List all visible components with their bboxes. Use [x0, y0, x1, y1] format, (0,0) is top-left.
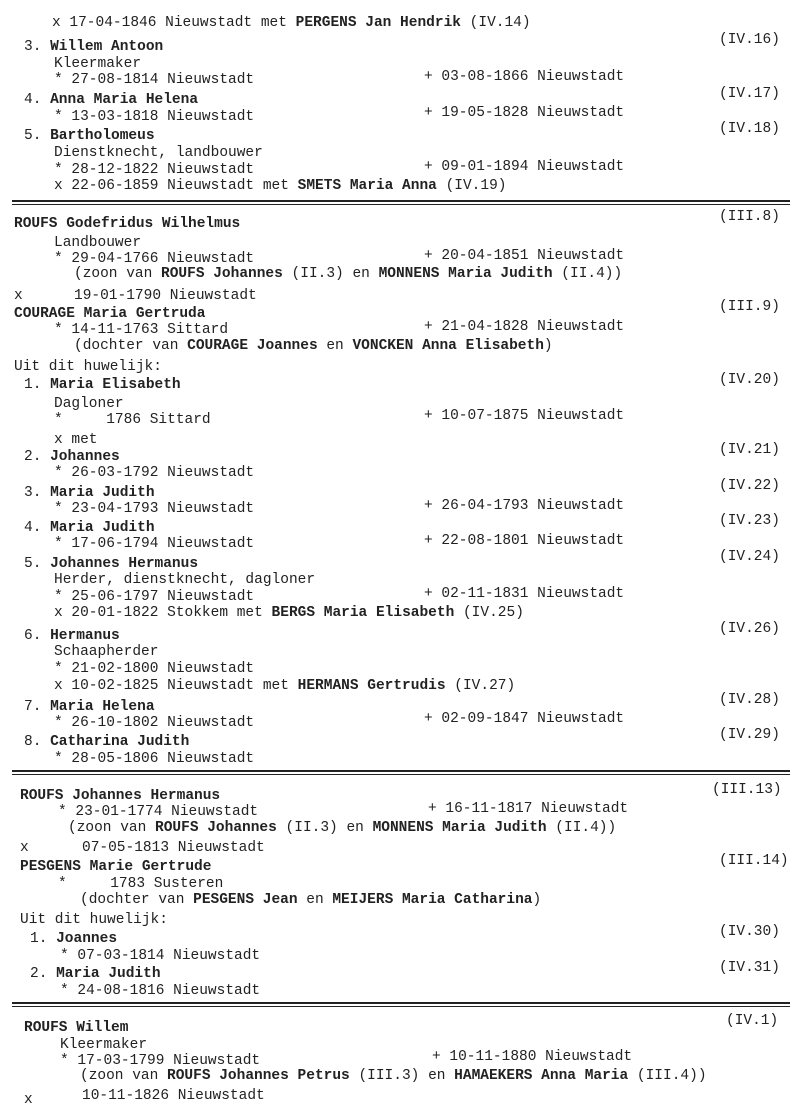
line-text: (IV.1): [726, 1013, 779, 1029]
text-line: [54, 412, 211, 429]
text-line: [54, 589, 254, 606]
line-text: (III.8): [719, 209, 780, 225]
line-text: (II.4)): [552, 266, 623, 282]
line-text: * 24-08-1816 Nieuwstadt: [60, 983, 261, 999]
text-line: [24, 485, 155, 502]
line-text: x: [14, 288, 23, 304]
line-text: * 13-03-1818 Nieuwstadt: [54, 109, 255, 125]
text-line: [54, 432, 98, 449]
line-text: (IV.17): [719, 86, 780, 102]
name-text: Anna Maria Helena: [50, 92, 199, 108]
text-line: [719, 32, 780, 49]
line-text: Uit dit huwelijk:: [20, 912, 168, 928]
line-text: + 02-11-1831 Nieuwstadt: [424, 586, 625, 602]
separator: [12, 204, 790, 205]
name-text: Johannes Hermanus: [50, 556, 199, 572]
line-text: * 21-02-1800 Nieuwstadt: [54, 661, 255, 677]
line-text: * 26-03-1792 Nieuwstadt: [54, 465, 255, 481]
separator: [12, 770, 790, 772]
line-text: (dochter van: [80, 892, 194, 908]
line-text: (IV.21): [719, 442, 780, 458]
line-text: ): [543, 338, 553, 354]
line-text: (II.3) en: [276, 820, 373, 836]
line-text: * 17-03-1799 Nieuwstadt: [60, 1053, 261, 1069]
line-text: (IV.29): [719, 727, 780, 743]
line-text: 3.: [24, 39, 51, 55]
line-text: * 1783 Susteren: [58, 876, 224, 892]
text-line: [719, 209, 780, 226]
text-line: [719, 924, 780, 941]
line-text: * 25-06-1797 Nieuwstadt: [54, 589, 255, 605]
text-line: [719, 692, 780, 709]
line-text: Uit dit huwelijk:: [14, 359, 162, 375]
text-line: [424, 319, 624, 336]
name-text: MEIJERS Maria Catharina: [332, 892, 533, 908]
line-text: * 23-04-1793 Nieuwstadt: [54, 501, 255, 517]
text-line: [54, 178, 507, 195]
line-text: * 17-06-1794 Nieuwstadt: [54, 536, 255, 552]
name-text: MONNENS Maria Judith: [378, 266, 553, 282]
name-text: HAMAEKERS Anna Maria: [454, 1068, 629, 1084]
name-text: Johannes: [50, 449, 120, 465]
name-text: ROUFS Johannes Petrus: [167, 1068, 350, 1084]
text-line: [54, 145, 263, 162]
text-line: [424, 159, 624, 176]
line-text: (IV.26): [719, 621, 780, 637]
text-line: [719, 86, 780, 103]
line-text: * 1786 Sittard: [54, 412, 211, 428]
text-line: [428, 801, 628, 818]
text-line: [719, 621, 780, 638]
line-text: (IV.24): [719, 549, 780, 565]
text-line: [14, 306, 205, 323]
line-text: 5.: [24, 128, 51, 144]
text-line: [60, 983, 260, 1000]
line-text: 10-11-1826 Nieuwstadt: [82, 1088, 265, 1104]
line-text: + 19-05-1828 Nieuwstadt: [424, 105, 625, 121]
text-line: [719, 299, 780, 316]
text-line: [719, 478, 780, 495]
text-line: [14, 359, 162, 376]
line-text: en: [317, 338, 353, 354]
line-text: * 23-01-1774 Nieuwstadt: [58, 804, 259, 820]
text-line: [24, 39, 163, 56]
text-line: [24, 449, 120, 466]
line-text: (IV.30): [719, 924, 780, 940]
text-line: [24, 1020, 128, 1037]
line-text: Dienstknecht, landbouwer: [54, 145, 263, 161]
line-text: * 14-11-1763 Sittard: [54, 322, 229, 338]
line-text: (IV.22): [719, 478, 780, 494]
text-line: [60, 948, 260, 965]
text-line: [24, 734, 189, 751]
line-text: (IV.19): [436, 178, 507, 194]
name-text: Maria Helena: [50, 699, 155, 715]
text-line: [14, 288, 23, 305]
name-text: PERGENS Jan Hendrik: [295, 15, 461, 31]
text-line: [424, 711, 624, 728]
name-text: Maria Judith: [50, 485, 155, 501]
line-text: + 20-04-1851 Nieuwstadt: [424, 248, 625, 264]
name-text: Bartholomeus: [50, 128, 155, 144]
text-line: [54, 162, 254, 179]
text-line: [24, 1092, 33, 1109]
text-line: [424, 498, 624, 515]
line-text: (IV.14): [460, 15, 531, 31]
line-text: 2.: [24, 449, 51, 465]
line-text: + 09-01-1894 Nieuwstadt: [424, 159, 625, 175]
line-text: 5.: [24, 556, 51, 572]
text-line: [54, 235, 141, 252]
name-text: Maria Judith: [56, 966, 161, 982]
line-text: x: [24, 1092, 33, 1108]
line-text: + 02-09-1847 Nieuwstadt: [424, 711, 625, 727]
text-line: [80, 892, 541, 909]
line-text: (IV.27): [445, 678, 516, 694]
line-text: Schaapherder: [54, 644, 159, 660]
text-line: [82, 840, 265, 857]
text-line: [712, 782, 782, 799]
line-text: (zoon van: [74, 266, 162, 282]
line-text: + 10-11-1880 Nieuwstadt: [432, 1049, 633, 1065]
text-line: [719, 960, 780, 977]
line-text: (III.3) en: [349, 1068, 455, 1084]
text-line: [719, 121, 780, 138]
line-text: (IV.16): [719, 32, 780, 48]
line-text: 19-01-1790 Nieuwstadt: [74, 288, 257, 304]
text-line: [424, 69, 624, 86]
line-text: (III.4)): [628, 1068, 707, 1084]
text-line: [424, 533, 624, 550]
text-line: [54, 396, 124, 413]
line-text: + 22-08-1801 Nieuwstadt: [424, 533, 625, 549]
line-text: Landbouwer: [54, 235, 142, 251]
text-line: [24, 520, 155, 537]
text-line: [20, 788, 220, 805]
text-line: [719, 853, 789, 870]
text-line: [54, 572, 315, 589]
line-text: (zoon van: [68, 820, 156, 836]
line-text: (IV.20): [719, 372, 780, 388]
text-line: [54, 751, 254, 768]
text-line: [52, 15, 531, 32]
line-text: Kleermaker: [54, 56, 142, 72]
line-text: (II.3) en: [282, 266, 379, 282]
text-line: [54, 56, 141, 73]
line-text: (IV.18): [719, 121, 780, 137]
name-text: SMETS Maria Anna: [297, 178, 437, 194]
text-line: [68, 820, 616, 837]
name-text: Hermanus: [50, 628, 120, 644]
line-text: 1.: [30, 931, 57, 947]
line-text: + 26-04-1793 Nieuwstadt: [424, 498, 625, 514]
name-text: ROUFS Johannes Hermanus: [20, 788, 221, 804]
text-line: [424, 586, 624, 603]
line-text: (IV.23): [719, 513, 780, 529]
line-text: x 22-06-1859 Nieuwstadt met: [54, 178, 298, 194]
text-line: [58, 804, 258, 821]
text-line: [719, 442, 780, 459]
name-text: COURAGE Maria Gertruda: [14, 306, 206, 322]
separator: [12, 774, 790, 775]
line-text: 4.: [24, 520, 51, 536]
text-line: [54, 678, 515, 695]
text-line: [719, 549, 780, 566]
line-text: en: [297, 892, 333, 908]
line-text: * 28-05-1806 Nieuwstadt: [54, 751, 255, 767]
line-text: * 26-10-1802 Nieuwstadt: [54, 715, 255, 731]
name-text: HERMANS Gertrudis: [297, 678, 446, 694]
name-text: PESGENS Jean: [193, 892, 298, 908]
line-text: x: [20, 840, 29, 856]
text-line: [54, 109, 254, 126]
text-line: [54, 661, 254, 678]
text-line: [20, 859, 211, 876]
name-text: Catharina Judith: [50, 734, 190, 750]
name-text: BERGS Maria Elisabeth: [271, 605, 455, 621]
name-text: Joannes: [56, 931, 118, 947]
line-text: 1.: [24, 377, 51, 393]
text-line: [54, 536, 254, 553]
line-text: x 10-02-1825 Nieuwstadt met: [54, 678, 298, 694]
name-text: Willem Antoon: [50, 39, 164, 55]
separator: [12, 1002, 790, 1004]
text-line: [54, 465, 254, 482]
line-text: Herder, dienstknecht, dagloner: [54, 572, 316, 588]
text-line: [74, 288, 257, 305]
name-text: Maria Elisabeth: [50, 377, 181, 393]
line-text: x met: [54, 432, 98, 448]
text-line: [82, 1088, 265, 1105]
text-line: [24, 128, 155, 145]
name-text: Maria Judith: [50, 520, 155, 536]
text-line: [80, 1068, 707, 1085]
text-line: [719, 513, 780, 530]
text-line: [54, 605, 524, 622]
line-text: x 17-04-1846 Nieuwstadt met: [52, 15, 296, 31]
text-line: [726, 1013, 778, 1030]
line-text: (III.14): [719, 853, 789, 869]
name-text: ROUFS Willem: [24, 1020, 129, 1036]
line-text: 07-05-1813 Nieuwstadt: [82, 840, 265, 856]
text-line: [58, 876, 223, 893]
line-text: (dochter van: [74, 338, 188, 354]
line-text: + 10-07-1875 Nieuwstadt: [424, 408, 625, 424]
line-text: 4.: [24, 92, 51, 108]
line-text: (IV.31): [719, 960, 780, 976]
name-text: ROUFS Godefridus Wilhelmus: [14, 216, 241, 232]
text-line: [74, 338, 553, 355]
name-text: ROUFS Johannes: [161, 266, 283, 282]
text-line: [74, 266, 622, 283]
name-text: MONNENS Maria Judith: [372, 820, 547, 836]
text-line: [719, 372, 780, 389]
name-text: PESGENS Marie Gertrude: [20, 859, 212, 875]
line-text: Dagloner: [54, 396, 124, 412]
text-line: [20, 840, 29, 857]
text-line: [24, 377, 181, 394]
line-text: + 03-08-1866 Nieuwstadt: [424, 69, 625, 85]
text-line: [54, 644, 158, 661]
text-line: [54, 715, 254, 732]
line-text: x 20-01-1822 Stokkem met: [54, 605, 272, 621]
text-line: [54, 322, 228, 339]
name-text: VONCKEN Anna Elisabeth: [352, 338, 544, 354]
line-text: * 28-12-1822 Nieuwstadt: [54, 162, 255, 178]
text-line: [24, 556, 198, 573]
line-text: (IV.28): [719, 692, 780, 708]
name-text: ROUFS Johannes: [155, 820, 277, 836]
line-text: (zoon van: [80, 1068, 168, 1084]
text-line: [24, 92, 198, 109]
text-line: [60, 1037, 147, 1054]
line-text: (IV.25): [454, 605, 524, 621]
line-text: 3.: [24, 485, 51, 501]
separator: [12, 200, 790, 202]
line-text: + 16-11-1817 Nieuwstadt: [428, 801, 629, 817]
text-line: [432, 1049, 632, 1066]
text-line: [20, 912, 168, 929]
text-line: [30, 966, 161, 983]
line-text: ): [532, 892, 542, 908]
text-line: [54, 72, 254, 89]
text-line: [424, 248, 624, 265]
line-text: 8.: [24, 734, 51, 750]
line-text: Kleermaker: [60, 1037, 148, 1053]
text-line: [24, 699, 155, 716]
text-line: [424, 105, 624, 122]
text-line: [424, 408, 624, 425]
line-text: * 07-03-1814 Nieuwstadt: [60, 948, 261, 964]
line-text: (III.13): [712, 782, 782, 798]
line-text: 2.: [30, 966, 57, 982]
line-text: 7.: [24, 699, 51, 715]
line-text: + 21-04-1828 Nieuwstadt: [424, 319, 625, 335]
line-text: * 27-08-1814 Nieuwstadt: [54, 72, 255, 88]
text-line: [24, 628, 120, 645]
text-line: [719, 727, 780, 744]
name-text: COURAGE Joannes: [187, 338, 318, 354]
line-text: * 29-04-1766 Nieuwstadt: [54, 251, 255, 267]
text-line: [14, 216, 240, 233]
line-text: 6.: [24, 628, 51, 644]
text-line: [54, 501, 254, 518]
line-text: (III.9): [719, 299, 780, 315]
line-text: (II.4)): [546, 820, 617, 836]
text-line: [30, 931, 117, 948]
separator: [12, 1006, 790, 1007]
